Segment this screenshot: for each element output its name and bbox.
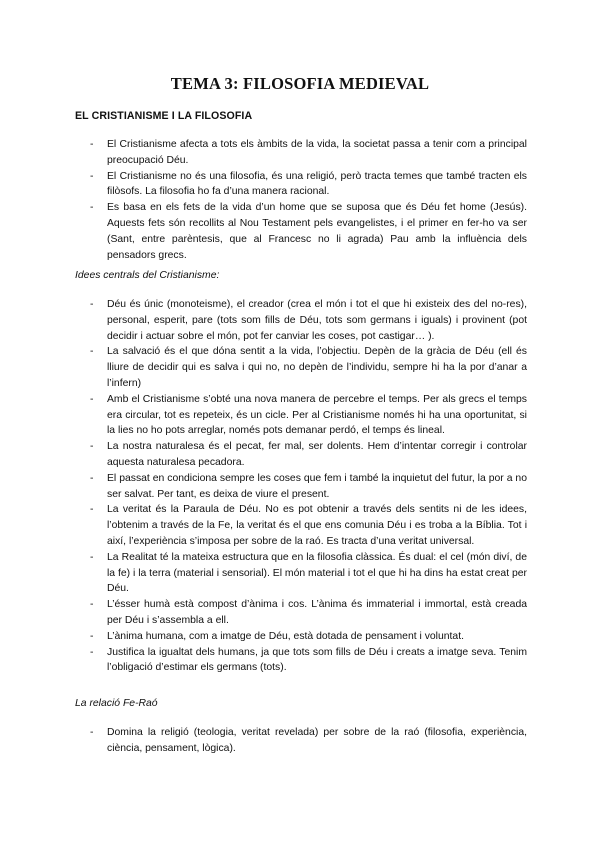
list-item: - La nostra naturalesa és el pecat, fer mal, ser dolents. Hem d’intentar corregir i controlar aquesta naturalesa pecadora. — [75, 439, 527, 471]
faith-reason-list — [75, 725, 527, 757]
list-item: - La veritat és la Paraula de Déu. No es pot obtenir a través dels sentits ni de les idees, l’obtenim a través de la Fe, la veritat és el que ens comunia Déu i es troba a la Bíblia. Tot i així, l’experiència s’imposa per sobre de la raó. Es tracta d’una veritat universal. — [75, 502, 527, 549]
list-item: - L’ésser humà està compost d’ànima i cos. L’ànima és immaterial i immortal, està creada per Déu i s’assembla a ell. — [75, 597, 527, 629]
intro-list — [75, 137, 527, 263]
list-item: - Déu és únic (monoteisme), el creador (crea el món i tot el que hi existeix des del no-res), personal, esperit, pare (tots som fills de Déu, tots som germans i iguals) i provinent (pot decidir i actuar sobre el món, pot fer canviar les coses, pot castigar… ). — [75, 297, 527, 344]
list-item: - Justifica la igualtat dels humans, ja que tots som fills de Déu i creats a imatge seva. Tenim l’obligació d’estimar els germans (tots). — [75, 645, 527, 677]
list-item: - Amb el Cristianisme s’obté una nova manera de percebre el temps. Per als grecs el temps era circular, tot es repeteix, és un cicle. Per al Cristianisme només hi ha una oportunitat, si la lies no ho pots arreglar, només pots demanar perdó, el temps és lineal. — [75, 392, 527, 439]
list-item: - L’ànima humana, com a imatge de Déu, està dotada de pensament i voluntat. — [75, 629, 527, 645]
faith-reason-heading: La relació Fe-Raó — [75, 698, 158, 709]
list-item: - Domina la religió (teologia, veritat revelada) per sobre de la raó (filosofia, experiència, ciència, pensament, lògica). — [75, 725, 527, 757]
list-item: - Es basa en els fets de la vida d’un home que se suposa que és Déu fet home (Jesús). Aquests fets són recollits al Nou Testament pels evangelistes, i el primer en fer-ho va ser (Sant, entre parèntesis, que al Francesc no li agrada) Pau amb la influència dels pensadors grecs. — [75, 200, 527, 263]
page-title: TEMA 3: FILOSOFIA MEDIEVAL — [170, 74, 430, 93]
list-item: - El passat en condiciona sempre les coses que fem i també la inquietut del futur, la por a no ser salvat. Per tant, es deixa de viure el present. — [75, 471, 527, 503]
central-ideas-heading: Idees centrals del Cristianisme: — [75, 270, 220, 281]
list-item: - El Cristianisme afecta a tots els àmbits de la vida, la societat passa a tenir com a principal preocupació Déu. — [75, 137, 527, 169]
list-item: - La Realitat té la mateixa estructura que en la filosofia clàssica. És dual: el cel (món diví, de la fe) i la terra (material i sensorial). El món material i tot el que hi ha dins ha estat creat per Déu. — [75, 550, 527, 597]
list-item: - La salvació és el que dóna sentit a la vida, l’objectiu. Depèn de la gràcia de Déu (ell és lliure de decidir qui es salva i qui no, no depèn de l’individu, sempre hi ha la por d’anar a l’infern) — [75, 344, 527, 391]
list-item: - El Cristianisme no és una filosofia, és una religió, però tracta temes que també tracten els filòsofs. La filosofia ho fa d’una manera racional. — [75, 169, 527, 201]
section-heading: EL CRISTIANISME I LA FILOSOFIA — [75, 110, 253, 122]
central-ideas-list — [75, 297, 527, 676]
